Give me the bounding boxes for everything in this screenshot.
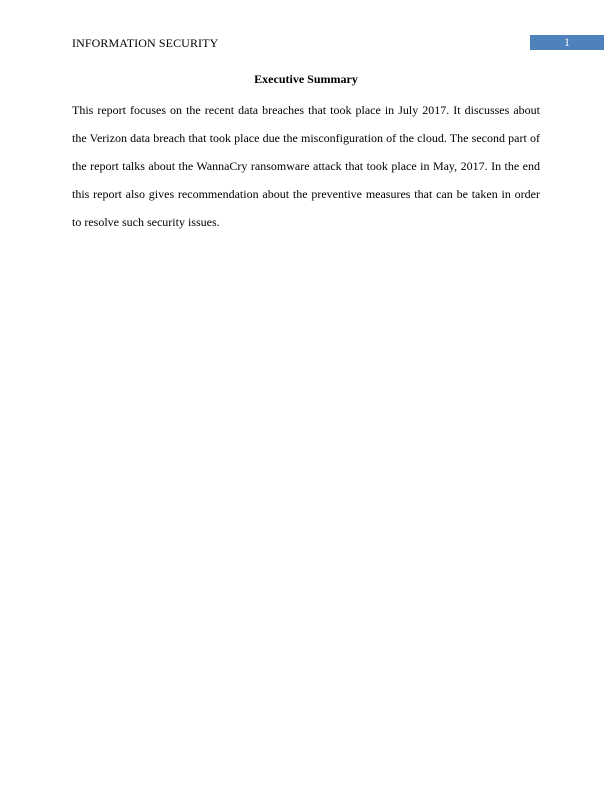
section-heading: Executive Summary bbox=[254, 72, 358, 86]
page-number-badge bbox=[530, 35, 604, 50]
page-number: 1 bbox=[564, 36, 570, 49]
running-header-title: INFORMATION SECURITY bbox=[72, 36, 219, 50]
summary-paragraph: This report focuses on the recent data breaches that took place in July 2017. It discusses about the Verizon data breach that took place due the misconfiguration of the cloud. The second part of the report talks about the WannaCry ransomware attack that took place in May, 2017. In the end this report also gives recommendation about the preventive measures that can be taken in order to resolve such security issues. bbox=[72, 103, 540, 229]
